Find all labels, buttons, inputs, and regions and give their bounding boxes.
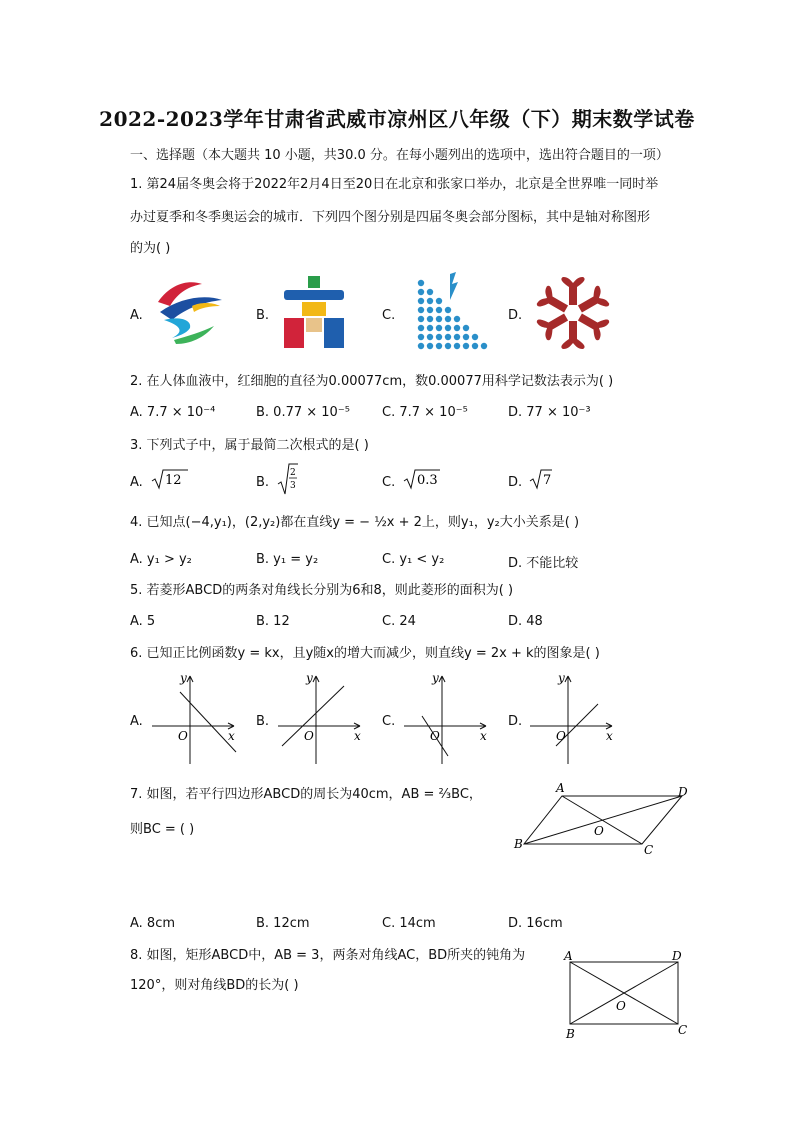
label-c: C: [678, 1023, 688, 1037]
radicand: 12: [165, 473, 182, 488]
logo-dot: [472, 343, 478, 349]
q7-option-b: B. 12cm: [256, 916, 310, 931]
q6-option-c-label: C.: [382, 714, 396, 729]
x-label: x: [606, 729, 613, 743]
radicand: 7: [543, 473, 552, 488]
logo-dot: [427, 325, 433, 331]
logo-dot: [427, 289, 433, 295]
logo-stroke-cyan: [164, 318, 190, 338]
y-label: y: [306, 671, 313, 685]
logo-dot: [445, 325, 451, 331]
q2-stem: 2. 在人体血液中，红细胞的直径为0.00077cm，数0.00077用科学记数法表示为( ): [130, 374, 614, 389]
logo-peak: [450, 272, 458, 300]
snowflake-arm: [561, 277, 584, 305]
logo-dot: [418, 334, 424, 340]
q1-logo-beijing: [150, 276, 226, 346]
logo-dot: [463, 334, 469, 340]
logo-dot: [427, 343, 433, 349]
snowflake-arm: [561, 321, 584, 349]
logo-leg-left: [284, 318, 304, 348]
x-label: x: [354, 729, 361, 743]
graph-line: [180, 692, 236, 752]
snowflake-center: [566, 306, 580, 320]
logo-dot: [445, 307, 451, 313]
logo-dot: [472, 334, 478, 340]
logo-dot: [436, 307, 442, 313]
origin-label: O: [556, 729, 566, 743]
q1-line1: 1. 第24届冬奥会将于2022年2月4日至20日在北京和张家口举办，北京是全世界唯一同时举: [130, 177, 659, 192]
logo-dot: [445, 343, 451, 349]
origin-label: O: [304, 729, 314, 743]
q1-line2: 办过夏季和冬季奥运会的城市．下列四个图分别是四届冬奥会部分图标，其中是轴对称图形: [130, 210, 651, 225]
logo-dot: [463, 343, 469, 349]
q5-option-a: A. 5: [130, 614, 156, 629]
q7-line2: 则BC = ( ): [130, 822, 195, 837]
logo-dot: [454, 343, 460, 349]
q8-line2: 120°，则对角线BD的长为( ): [130, 978, 299, 993]
q6-option-b-label: B.: [256, 714, 270, 729]
q3-option-d-radical: [528, 468, 554, 490]
logo-arms: [284, 290, 344, 300]
label-a: A: [556, 781, 565, 795]
logo-dot: [418, 307, 424, 313]
logo-dot: [418, 325, 424, 331]
q3-option-b-radical: [276, 462, 300, 496]
radicand: 0.3: [417, 473, 438, 488]
q7-option-d: D. 16cm: [508, 916, 563, 931]
q6-graph-c: [400, 670, 496, 766]
section-heading: 一、选择题（本大题共 10 小题，共30.0 分。在每小题列出的选项中，选出符合题目的一项）: [130, 148, 669, 163]
q5-stem: 5. 若菱形ABCD的两条对角线长分别为6和8，则此菱形的面积为( ): [130, 583, 514, 598]
frac-numerator: 2: [290, 468, 296, 478]
q4-option-b: B. y₁ = y₂: [256, 552, 319, 567]
logo-dot: [436, 325, 442, 331]
x-label: x: [228, 729, 235, 743]
logo-dot: [454, 325, 460, 331]
q1-logo-vancouver: [278, 276, 350, 350]
q6-option-a-label: A.: [130, 714, 143, 729]
logo-dot: [427, 298, 433, 304]
q1-option-a-label: A.: [130, 308, 143, 323]
logo-dot: [418, 289, 424, 295]
q1-line3: 的为( ): [130, 241, 171, 256]
logo-dot: [418, 316, 424, 322]
logo-dot: [427, 316, 433, 322]
q6-graph-b: [274, 670, 370, 766]
q3-option-c-label: C.: [382, 475, 396, 490]
q5-option-d: D. 48: [508, 614, 543, 629]
logo-dot: [418, 343, 424, 349]
logo-dot: [418, 280, 424, 286]
y-label: y: [432, 671, 439, 685]
q3-option-d-label: D.: [508, 475, 523, 490]
y-label: y: [180, 671, 187, 685]
logo-dot: [481, 343, 487, 349]
logo-body: [302, 302, 326, 316]
logo-dot: [436, 334, 442, 340]
logo-dot: [454, 334, 460, 340]
q1-option-d-label: D.: [508, 308, 523, 323]
label-b: B: [514, 837, 523, 851]
q6-stem: 6. 已知正比例函数y = kx，且y随x的增大而减少，则直线y = 2x + k的图象是( ): [130, 646, 600, 661]
label-o: O: [616, 999, 626, 1013]
logo-dot: [418, 298, 424, 304]
origin-label: O: [430, 729, 440, 743]
q3-option-b-label: B.: [256, 475, 270, 490]
label-c: C: [644, 843, 654, 857]
label-o: O: [594, 824, 604, 838]
q1-option-c-label: C.: [382, 308, 396, 323]
label-d: D: [678, 785, 688, 799]
logo-dot: [436, 316, 442, 322]
q7-line1: 7. 如图，若平行四边形ABCD的周长为40cm，AB = ⅔BC，: [130, 787, 482, 802]
label-b: B: [566, 1027, 575, 1041]
q2-option-b: B. 0.77 × 10⁻⁵: [256, 405, 350, 420]
q8-line1: 8. 如图，矩形ABCD中，AB = 3，两条对角线AC，BD所夹的钝角为: [130, 948, 526, 963]
q7-option-c: C. 14cm: [382, 916, 436, 931]
q2-option-d: D. 77 × 10⁻³: [508, 405, 591, 420]
logo-dot: [427, 307, 433, 313]
q3-option-a-label: A.: [130, 475, 143, 490]
page-title: 2022-2023学年甘肃省武威市凉州区八年级（下）期末数学试卷: [99, 107, 695, 131]
logo-dot: [445, 316, 451, 322]
label-a: A: [564, 949, 573, 963]
q7-option-a: A. 8cm: [130, 916, 176, 931]
q4-option-c: C. y₁ < y₂: [382, 552, 445, 567]
q6-option-d-label: D.: [508, 714, 523, 729]
q4-option-d: D. 不能比较: [508, 556, 579, 571]
x-label: x: [480, 729, 487, 743]
q7-parallelogram-figure: [510, 780, 700, 858]
q5-option-b: B. 12: [256, 614, 290, 629]
q2-option-c: C. 7.7 × 10⁻⁵: [382, 405, 468, 420]
logo-dot: [454, 316, 460, 322]
logo-center: [306, 318, 322, 332]
q1-logo-snowflake: [534, 276, 612, 350]
frac-denominator: 3: [290, 481, 296, 491]
q4-option-a: A. y₁ > y₂: [130, 552, 192, 567]
q4-stem: 4. 已知点(−4,y₁)，(2,y₂)都在直线y = − ½x + 2上，则y₁，y₂大小关系是( ): [130, 515, 580, 530]
logo-dot: [436, 298, 442, 304]
q1-option-b-label: B.: [256, 308, 270, 323]
logo-head: [308, 276, 320, 288]
label-d: D: [672, 949, 682, 963]
logo-dot: [427, 334, 433, 340]
q3-option-a-radical: [150, 468, 190, 490]
q1-logo-sochi: [404, 270, 488, 354]
q3-stem: 3. 下列式子中，属于最简二次根式的是( ): [130, 438, 369, 453]
q6-graph-d: [526, 670, 622, 766]
logo-dot: [436, 343, 442, 349]
logo-leg-right: [324, 318, 344, 348]
q2-option-a: A. 7.7 × 10⁻⁴: [130, 405, 216, 420]
logo-dot: [463, 325, 469, 331]
origin-label: O: [178, 729, 188, 743]
logo-dot: [445, 334, 451, 340]
q5-option-c: C. 24: [382, 614, 416, 629]
y-label: y: [558, 671, 565, 685]
q8-rectangle-figure: [560, 946, 700, 1042]
q6-graph-a: [148, 670, 244, 766]
q3-option-c-radical: [402, 468, 442, 490]
